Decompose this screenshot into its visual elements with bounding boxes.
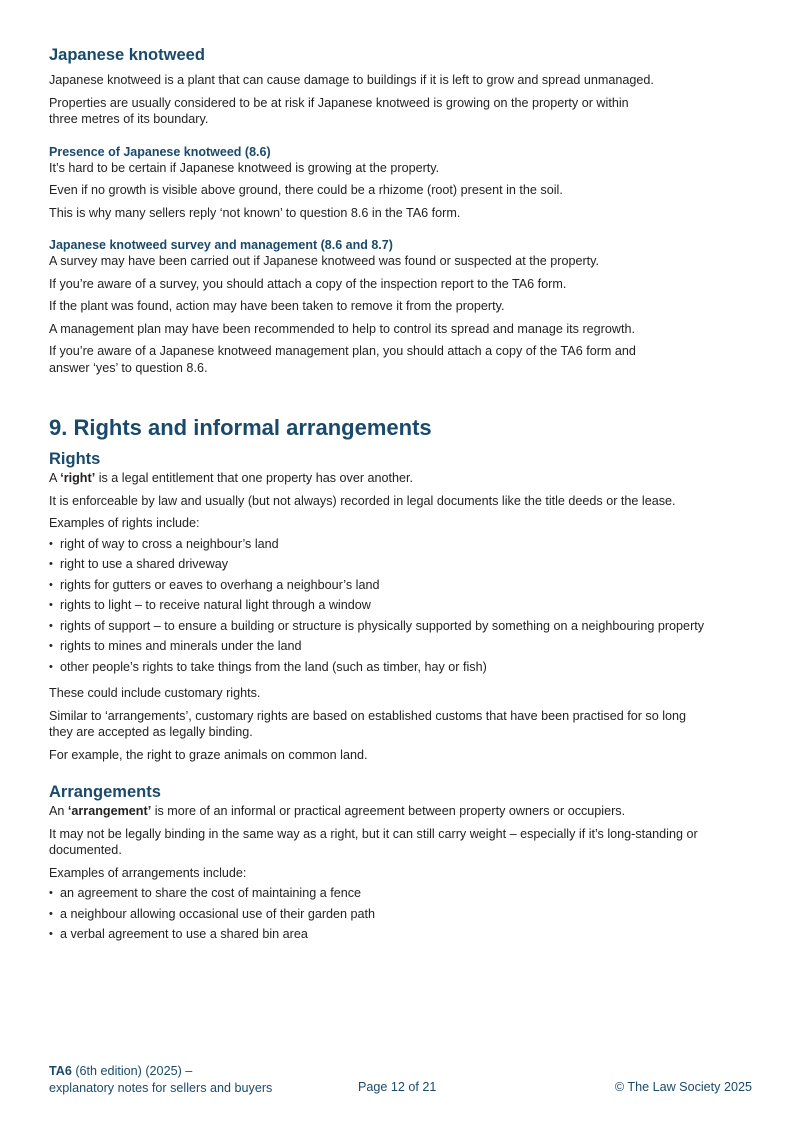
presence-p1: It’s hard to be certain if Japanese knotweed is growing at the property. bbox=[49, 160, 440, 175]
rights-p4: These could include customary rights. bbox=[49, 686, 261, 700]
footer-page-number: Page 12 of 21 bbox=[358, 1080, 437, 1094]
rights-p3: Examples of rights include: bbox=[49, 516, 200, 530]
footer-document-title: TA6 (6th edition) (2025) – explanatory notes for sellers and buyers bbox=[49, 1064, 273, 1095]
rights-p2: It is enforceable by law and usually (but not always) recorded in legal documents like the title deeds or the lease. bbox=[49, 493, 676, 508]
rights-definition: A ‘right’ is a legal entitlement that one property has over another. bbox=[49, 471, 414, 485]
presence-heading: Presence of Japanese knotweed (8.6) bbox=[49, 144, 271, 159]
arrangements-p3: Examples of arrangements include: bbox=[49, 865, 247, 880]
knotweed-intro: Japanese knotweed is a plant that can cause damage to buildings if it is left to grow and spread unmanaged. bbox=[49, 73, 654, 87]
arrangements-definition: An ‘arrangement’ is more of an informal or practical agreement between property owners or occupiers. bbox=[49, 804, 626, 818]
list-item: • right to use a shared driveway bbox=[49, 556, 759, 573]
survey-heading: Japanese knotweed survey and management (8.6 and 8.7) bbox=[49, 238, 393, 252]
knotweed-risk: Properties are usually considered to be at risk if Japanese knotweed is growing on the property or within three metres of its boundary. bbox=[49, 95, 629, 126]
rights-list bbox=[49, 536, 759, 676]
knotweed-heading: Japanese knotweed bbox=[49, 46, 205, 64]
survey-p2: If you’re aware of a survey, you should attach a copy of the inspection report to the TA6 form. bbox=[49, 276, 567, 291]
arrangements-list bbox=[49, 885, 759, 943]
section-9-title: 9. Rights and informal arrangements bbox=[49, 415, 432, 440]
list-item: • right of way to cross a neighbour’s land bbox=[49, 536, 759, 553]
list-item: • an agreement to share the cost of maintaining a fence bbox=[49, 885, 759, 902]
list-item: • a verbal agreement to use a shared bin area bbox=[49, 926, 759, 943]
list-item: • a neighbour allowing occasional use of their garden path bbox=[49, 906, 759, 923]
survey-p3: If the plant was found, action may have been taken to remove it from the property. bbox=[49, 299, 505, 313]
survey-p1: A survey may have been carried out if Japanese knotweed was found or suspected at the property. bbox=[49, 254, 600, 268]
list-item: • rights to light – to receive natural light through a window bbox=[49, 597, 759, 614]
rights-p5: Similar to ‘arrangements’, customary rights are based on established customs that have been practised for so long they are accepted as legally binding. bbox=[49, 708, 687, 739]
rights-p6: For example, the right to graze animals on common land. bbox=[49, 747, 368, 762]
presence-p3: This is why many sellers reply ‘not known’ to question 8.6 in the TA6 form. bbox=[49, 205, 461, 220]
presence-p2: Even if no growth is visible above ground, there could be a rhizome (root) present in the soil. bbox=[49, 183, 563, 197]
rights-heading: Rights bbox=[49, 450, 101, 468]
list-item: • rights to mines and minerals under the land bbox=[49, 638, 759, 655]
footer-copyright: © The Law Society 2025 bbox=[614, 1080, 752, 1094]
list-item: • rights of support – to ensure a building or structure is physically supported by something on a neighbouring property bbox=[49, 618, 759, 635]
survey-p4: A management plan may have been recommended to help to control its spread and manage its regrowth. bbox=[49, 321, 635, 336]
survey-p5: If you’re aware of a Japanese knotweed management plan, you should attach a copy of the TA6 form and answer ‘yes’ to question 8.6. bbox=[49, 344, 636, 375]
list-item: • other people’s rights to take things from the land (such as timber, hay or fish) bbox=[49, 659, 759, 676]
arrangements-p2: It may not be legally binding in the same way as a right, but it can still carry weight – especially if it’s long-standing or documented. bbox=[49, 826, 698, 857]
list-item: • rights for gutters or eaves to overhang a neighbour’s land bbox=[49, 577, 759, 594]
page-content bbox=[49, 44, 759, 947]
arrangements-heading: Arrangements bbox=[49, 783, 161, 801]
